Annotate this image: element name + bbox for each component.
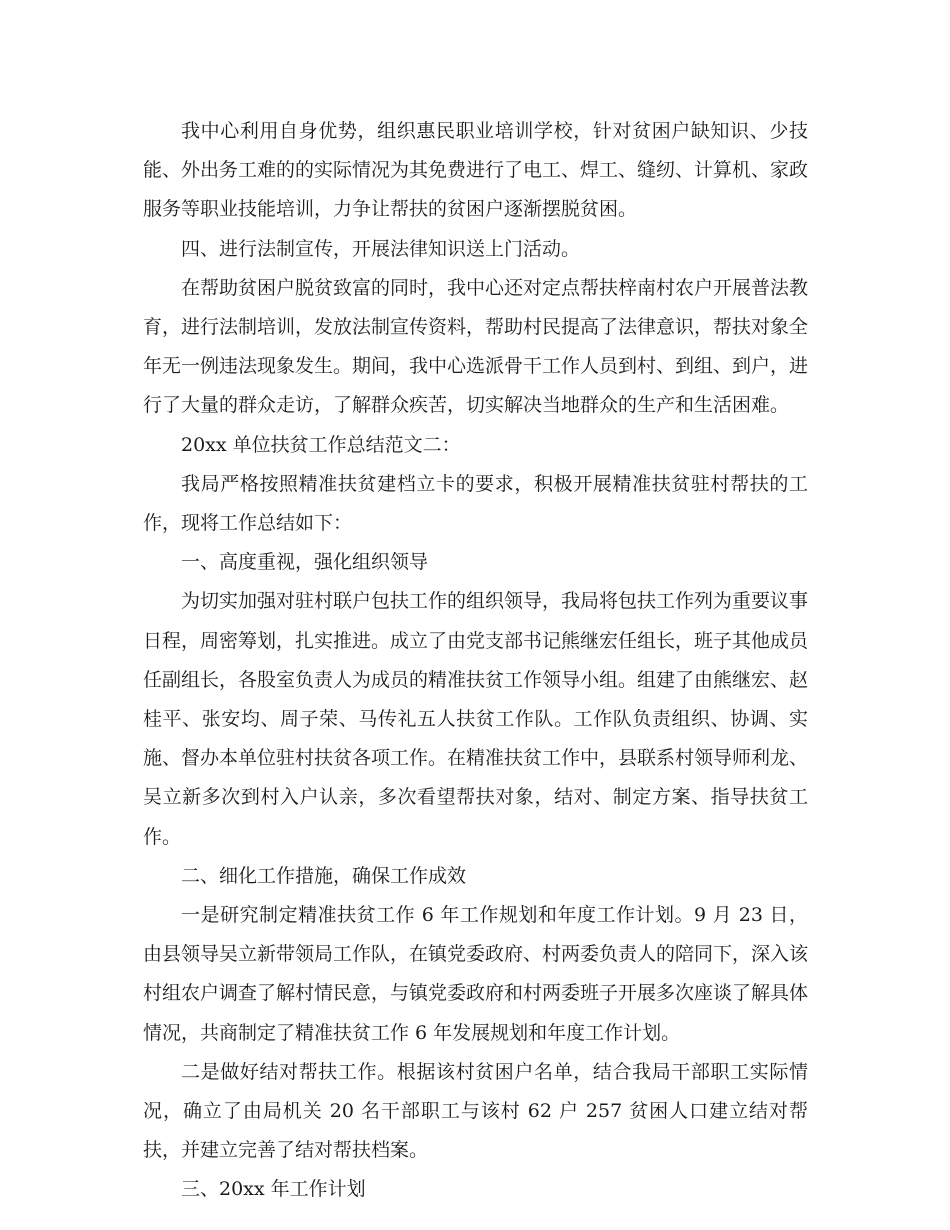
heading-legal-publicity: 四、进行法制宣传，开展法律知识送上门活动。 [181, 237, 581, 260]
heading-sample-two: 20xx 单位扶贫工作总结范文二： [181, 433, 461, 456]
paragraph-pairing: 二是做好结对帮扶工作。根据该村贫困户名单，结合我局干部职工实际情况，确立了由局机关 20 名干部职工与该村 62 户 257 贫困人口建立结对帮扶，并建立完善了结对帮扶档案。 [143, 1060, 808, 1162]
paragraph-planning: 一是研究制定精准扶贫工作 6 年工作规划和年度工作计划。9 月 23 日，由县领导吴立新带领局工作队，在镇党委政府、村两委负责人的陪同下，深入该村组农户调查了解村情民意，与镇党委政府和村两委班子开展多次座谈了解具体情况，共商制定了精准扶贫工作 6 年发展规划和年度工作计划。 [143, 904, 809, 1044]
heading-work-plan: 三、20xx 年工作计划 [181, 1178, 366, 1201]
paragraph-legal-education: 在帮助贫困户脱贫致富的同时，我中心还对定点帮扶梓南村农户开展普法教育，进行法制培训，发放法制宣传资料，帮助村民提高了法律意识，帮扶对象全年无一例违法现象发生。期间，我中心选派骨干工作人员到村、到组、到户，进行了大量的群众走访，了解群众疾苦，切实解决当地群众的生产和生活困难。 [143, 276, 809, 417]
paragraph-organization: 为切实加强对驻村联户包扶工作的组织领导，我局将包扶工作列为重要议事日程，周密筹划，扎实推进。成立了由党支部书记熊继宏任组长，班子其他成员任副组长，各股室负责人为成员的精准扶贫工作领导小组。组建了由熊继宏、赵桂平、张安均、周子荣、马传礼五人扶贫工作队。工作队负责组织、协调、实施、督办本单位驻村扶贫各项工作。在精准扶贫工作中，县联系村领导师利龙、吴立新多次到村入户认亲，多次看望帮扶对象，结对、制定方案、指导扶贫工作。 [143, 590, 809, 848]
paragraph-intro: 我局严格按照精准扶贫建档立卡的要求，积极开展精准扶贫驻村帮扶的工作，现将工作总结如下： [143, 472, 808, 535]
paragraph-training: 我中心利用自身优势，组织惠民职业培训学校，针对贫困户缺知识、少技能、外出务工难的的实际情况为其免费进行了电工、焊工、缝纫、计算机、家政服务等职业技能培训，力争让帮扶的贫困户逐渐摆脱贫困。 [143, 120, 809, 221]
heading-measures: 二、细化工作措施，确保工作成效 [181, 864, 467, 887]
document-body [143, 112, 808, 1210]
heading-organization: 一、高度重视，强化组织领导 [181, 551, 429, 574]
